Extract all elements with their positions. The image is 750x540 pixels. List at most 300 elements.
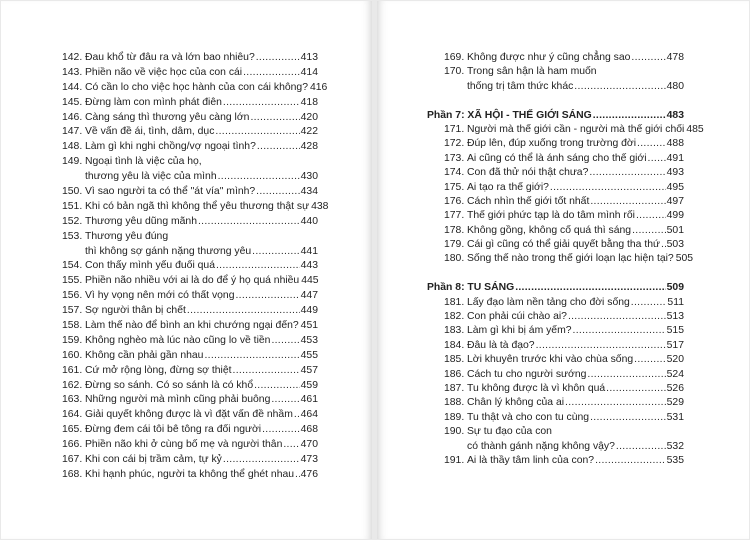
dot-leader bbox=[550, 182, 666, 193]
toc-entry bbox=[427, 182, 684, 196]
entry-number: 189. bbox=[444, 411, 465, 423]
toc-entry bbox=[427, 210, 684, 224]
entry-number: 188. bbox=[444, 397, 465, 409]
entry-title-continued: thì không sợ gánh nặng thương yêu bbox=[85, 245, 252, 257]
entry-title: Về vấn đề ái, tình, dâm, dục bbox=[85, 126, 215, 138]
toc-entry-line bbox=[62, 216, 318, 231]
toc-entry-line bbox=[62, 186, 318, 201]
toc-entry-line bbox=[444, 81, 684, 95]
entry-title: Ngoại tình là việc của họ, bbox=[85, 156, 202, 168]
dot-leader bbox=[589, 167, 665, 178]
entry-title: Đừng đem cái tôi bê tông ra đối người bbox=[85, 424, 262, 436]
dot-leader bbox=[631, 297, 667, 308]
toc-entry bbox=[62, 305, 318, 320]
part-page-number: 483 bbox=[666, 109, 684, 121]
entry-number: 167. bbox=[62, 454, 83, 466]
part-title: Phần 8: TU SÁNG bbox=[427, 282, 515, 294]
entry-number: 168. bbox=[62, 468, 83, 480]
entry-page-number: 524 bbox=[666, 368, 684, 380]
toc-entry bbox=[62, 260, 318, 275]
toc-entry bbox=[427, 66, 684, 95]
part-page-number: 509 bbox=[666, 282, 684, 294]
entry-number: 160. bbox=[62, 349, 83, 361]
entry-number: 146. bbox=[62, 111, 83, 123]
entry-title: Thế giới phức tạp là do tâm mình rối bbox=[467, 210, 635, 222]
entry-title: Làm gì khi bị ám yếm? bbox=[467, 325, 572, 337]
entry-page-number: 473 bbox=[300, 454, 318, 466]
entry-title: Càng sáng thì thương yêu càng lớn bbox=[85, 111, 250, 123]
toc-entry-line bbox=[62, 424, 318, 439]
entry-title: Lời khuyên trước khi vào chùa sống bbox=[467, 354, 634, 366]
entry-page-number: 422 bbox=[300, 126, 318, 138]
entry-page-number: 526 bbox=[666, 382, 684, 394]
toc-entry bbox=[427, 412, 684, 426]
toc-entry bbox=[62, 52, 318, 67]
toc-entry-line bbox=[444, 210, 684, 224]
entry-title: Con phải cúi chào ai? bbox=[467, 311, 567, 323]
entry-title: Đúp lên, đúp xuống trong trường đời bbox=[467, 138, 637, 150]
toc-entry-line bbox=[62, 231, 318, 246]
toc-entry bbox=[427, 369, 684, 383]
dot-leader bbox=[568, 311, 666, 322]
toc-entry-line bbox=[444, 412, 684, 426]
entry-number: 191. bbox=[444, 454, 465, 466]
toc-entry-line bbox=[444, 52, 684, 66]
entry-number: 161. bbox=[62, 364, 83, 376]
entry-number: 159. bbox=[62, 334, 83, 346]
toc-entry bbox=[427, 297, 684, 311]
dot-leader bbox=[632, 225, 666, 236]
entry-title: Thương yêu đúng bbox=[85, 230, 169, 242]
entry-number: 149. bbox=[62, 156, 83, 168]
entry-title: Cách tu cho người sướng bbox=[467, 368, 587, 380]
entry-number: 185. bbox=[444, 354, 465, 366]
toc-entry-line bbox=[444, 426, 684, 440]
entry-page-number: 505 bbox=[675, 253, 694, 265]
toc-entry bbox=[427, 239, 684, 253]
toc-entry bbox=[62, 290, 318, 305]
entry-title: Chân lý không của ai bbox=[467, 397, 565, 409]
dot-leader bbox=[216, 260, 300, 271]
dot-leader bbox=[256, 52, 300, 63]
entry-title: Tu không được là vì khôn quá bbox=[467, 382, 606, 394]
dot-leader bbox=[515, 282, 665, 293]
entry-number: 144. bbox=[62, 81, 83, 93]
toc-entry bbox=[62, 67, 318, 82]
dot-leader bbox=[252, 246, 299, 257]
entry-title: Khi có bản ngã thì không thể yêu thương thật sự bbox=[85, 200, 310, 212]
entry-title: Lấy đạo làm nền tảng cho đời sống bbox=[467, 296, 630, 308]
toc-entry bbox=[62, 231, 318, 261]
entry-page-number: 478 bbox=[666, 52, 684, 63]
toc-entry-line bbox=[62, 52, 318, 67]
dot-leader bbox=[634, 354, 666, 365]
toc-entry bbox=[62, 112, 318, 127]
toc-entry bbox=[62, 200, 329, 216]
entry-title-continued: thống trị tâm thức khác bbox=[467, 80, 574, 92]
entry-page-number: 532 bbox=[666, 440, 684, 452]
entry-number: 171. bbox=[444, 123, 465, 135]
entry-title: Đừng làm con mình phát điên bbox=[85, 96, 222, 108]
entry-title: Ai là thầy tâm linh của con? bbox=[467, 454, 595, 466]
entry-number: 169. bbox=[444, 52, 465, 63]
entry-page-number: 493 bbox=[666, 167, 684, 179]
dot-leader bbox=[636, 210, 666, 221]
toc-entry bbox=[62, 335, 318, 350]
toc-entry bbox=[62, 320, 318, 335]
dot-leader bbox=[661, 239, 666, 250]
dot-leader bbox=[218, 171, 300, 182]
toc-entry-line bbox=[444, 340, 684, 354]
toc-entry bbox=[62, 380, 318, 395]
toc-entry-line bbox=[62, 394, 318, 409]
toc-entry-line bbox=[444, 239, 684, 253]
toc-entry bbox=[62, 409, 318, 424]
entry-title: Vì sao người ta có thể "át vía" mình? bbox=[85, 186, 256, 198]
toc-entry bbox=[62, 424, 318, 439]
toc-entry-line bbox=[62, 305, 318, 320]
dot-leader bbox=[204, 350, 299, 361]
toc-entry-line bbox=[62, 141, 318, 156]
entry-page-number: 438 bbox=[311, 200, 329, 212]
dot-leader bbox=[595, 455, 666, 466]
toc-entry-line bbox=[62, 290, 318, 305]
toc-entry bbox=[62, 97, 318, 112]
entry-page-number: 511 bbox=[667, 296, 684, 308]
entry-page-number: 468 bbox=[300, 424, 318, 436]
entry-title: Sự tu đạo của con bbox=[467, 426, 552, 438]
toc-entry bbox=[427, 383, 684, 397]
toc-entry-line bbox=[62, 335, 318, 350]
toc-entry bbox=[427, 52, 684, 66]
entry-number: 142. bbox=[62, 52, 83, 63]
entry-number: 150. bbox=[62, 186, 83, 198]
entry-page-number: 470 bbox=[300, 439, 318, 451]
entry-title: Khi con cái bị trầm cảm, tự kỷ bbox=[85, 454, 222, 466]
entry-page-number: 495 bbox=[666, 181, 684, 193]
entry-number: 154. bbox=[62, 260, 83, 272]
toc-entry bbox=[427, 311, 684, 325]
entry-page-number: 488 bbox=[666, 138, 684, 150]
toc-entry bbox=[427, 138, 684, 152]
toc-list-left bbox=[62, 52, 329, 484]
entry-number: 162. bbox=[62, 379, 83, 391]
entry-number: 155. bbox=[62, 275, 83, 287]
dot-leader bbox=[616, 441, 666, 452]
toc-entry bbox=[62, 126, 318, 141]
dot-leader bbox=[271, 394, 299, 405]
entry-title: Ai cũng có thể là ánh sáng cho thế giới bbox=[467, 152, 647, 164]
entry-page-number: 453 bbox=[300, 334, 318, 346]
toc-entry-line bbox=[444, 369, 684, 383]
entry-number: 178. bbox=[444, 224, 465, 236]
entry-number: 143. bbox=[62, 66, 83, 78]
entry-page-number: 503 bbox=[666, 239, 684, 251]
entry-number: 153. bbox=[62, 230, 83, 242]
toc-entry bbox=[62, 469, 318, 484]
entry-page-number: 535 bbox=[666, 454, 684, 466]
entry-page-number: 428 bbox=[300, 141, 318, 153]
left-page bbox=[1, 1, 372, 539]
toc-entry-line bbox=[444, 167, 684, 181]
toc-entry-line bbox=[62, 67, 318, 82]
dot-leader bbox=[223, 97, 300, 108]
dot-leader bbox=[257, 141, 300, 152]
entry-title: Phiền não khi ở cùng bố mẹ và người thân bbox=[85, 439, 283, 451]
entry-title: Không cần phải gần nhau bbox=[85, 349, 204, 361]
entry-page-number: 497 bbox=[666, 195, 684, 207]
dot-leader bbox=[590, 196, 665, 207]
entry-number: 174. bbox=[444, 167, 465, 179]
dot-leader bbox=[187, 305, 300, 316]
entry-page-number: 459 bbox=[300, 379, 318, 391]
part-heading bbox=[427, 282, 684, 296]
entry-number: 172. bbox=[444, 138, 465, 150]
spacer bbox=[427, 95, 684, 109]
entry-page-number: 457 bbox=[300, 364, 318, 376]
entry-title-continued: thương yêu là việc của mình bbox=[85, 171, 217, 183]
dot-leader bbox=[574, 81, 665, 92]
entry-number: 180. bbox=[444, 253, 465, 265]
toc-entry bbox=[427, 340, 684, 354]
entry-number: 184. bbox=[444, 339, 465, 351]
entry-title: Giải quyết không được là vì đặt vấn đề nhầm bbox=[85, 409, 293, 421]
entry-page-number: 513 bbox=[666, 311, 684, 323]
entry-number: 157. bbox=[62, 305, 83, 317]
toc-entry-line bbox=[444, 441, 684, 455]
toc-entry bbox=[62, 439, 318, 454]
entry-number: 175. bbox=[444, 181, 465, 193]
toc-entry-line bbox=[444, 455, 684, 469]
entry-page-number: 455 bbox=[300, 349, 318, 361]
entry-page-number: 430 bbox=[300, 171, 318, 183]
entry-page-number: 529 bbox=[666, 397, 684, 409]
entry-number: 152. bbox=[62, 215, 83, 227]
entry-page-number: 476 bbox=[300, 468, 318, 480]
entry-number: 173. bbox=[444, 152, 465, 164]
toc-entry bbox=[62, 275, 318, 290]
toc-entry-line bbox=[62, 126, 318, 141]
toc-entry-line bbox=[62, 246, 318, 261]
part-heading bbox=[427, 110, 684, 124]
entry-title: Khi hạnh phúc, người ta không thể ghét nhau bbox=[85, 468, 295, 480]
entry-page-number: 451 bbox=[300, 320, 319, 332]
toc-entry-line bbox=[62, 469, 318, 484]
toc-entry bbox=[62, 186, 318, 201]
toc-entry bbox=[427, 123, 704, 138]
entry-title: Tu thật và cho con tu cùng bbox=[467, 411, 590, 423]
entry-page-number: 440 bbox=[300, 215, 318, 227]
entry-title: Vì hy vọng nên mới có thất vọng bbox=[85, 290, 235, 302]
entry-page-number: 461 bbox=[300, 394, 318, 406]
dot-leader bbox=[637, 138, 666, 149]
toc-entry-line bbox=[62, 156, 318, 171]
entry-title: Con đã thử nói thật chưa? bbox=[467, 167, 589, 179]
entry-title: Làm thế nào để bình an khi chướng ngại đến? bbox=[85, 320, 299, 332]
toc-entry-line bbox=[444, 182, 684, 196]
entry-number: 170. bbox=[444, 66, 465, 78]
entry-title: Người mà thế giới cần - người mà thế giới chối bbox=[467, 123, 685, 135]
entry-page-number: 443 bbox=[300, 260, 318, 272]
dot-leader bbox=[590, 412, 666, 423]
entry-number: 182. bbox=[444, 311, 465, 323]
entry-page-number: 520 bbox=[666, 354, 684, 366]
toc-entry bbox=[427, 253, 694, 267]
toc-entry-line bbox=[62, 81, 328, 97]
toc-entry-line bbox=[444, 123, 704, 138]
toc-entry-line bbox=[444, 383, 684, 397]
part-title: Phần 7: XÃ HỘI - THẾ GIỚI SÁNG bbox=[427, 109, 592, 121]
dot-leader bbox=[235, 290, 299, 301]
toc-entry-line bbox=[62, 380, 318, 395]
toc-list-right bbox=[427, 52, 704, 469]
toc-entry-line bbox=[62, 200, 329, 216]
entry-number: 165. bbox=[62, 424, 83, 436]
entry-title: Đừng so sánh. Có so sánh là có khổ bbox=[85, 379, 254, 391]
entry-number: 156. bbox=[62, 290, 83, 302]
entry-page-number: 449 bbox=[300, 305, 318, 317]
entry-title-continued: có thành gánh nặng không vậy? bbox=[467, 440, 615, 452]
toc-entry bbox=[427, 455, 684, 469]
toc-entry bbox=[62, 156, 318, 186]
entry-page-number: 447 bbox=[300, 290, 318, 302]
toc-entry-line bbox=[444, 311, 684, 325]
entry-title: Sợ người thân bị chết bbox=[85, 305, 186, 317]
toc-entry-line bbox=[444, 253, 694, 267]
entry-title: Sống thế nào trong thế giới loạn lạc hiện tại? bbox=[467, 253, 674, 265]
entry-title: Không nghèo mà lúc nào cũng lo về tiền bbox=[85, 334, 271, 346]
entry-title: Đau khổ từ đâu ra và lớn bao nhiêu? bbox=[85, 52, 255, 63]
toc-entry bbox=[427, 354, 684, 368]
dot-leader bbox=[215, 126, 299, 137]
toc-entry-line bbox=[62, 454, 318, 469]
dot-leader bbox=[233, 365, 300, 376]
entry-number: 187. bbox=[444, 382, 465, 394]
entry-number: 147. bbox=[62, 126, 83, 138]
dot-leader bbox=[573, 325, 666, 336]
entry-title: Cái gì cũng có thể giải quyết bằng tha thứ bbox=[467, 239, 660, 251]
toc-entry bbox=[62, 216, 318, 231]
entry-page-number: 413 bbox=[300, 52, 318, 63]
toc-entry-line bbox=[62, 97, 318, 112]
dot-leader bbox=[250, 112, 299, 123]
dot-leader bbox=[223, 454, 300, 465]
entry-page-number: 480 bbox=[666, 80, 684, 92]
dot-leader bbox=[593, 110, 666, 121]
toc-entry-line bbox=[444, 397, 684, 411]
toc-entry bbox=[427, 397, 684, 411]
entry-number: 177. bbox=[444, 210, 465, 222]
entry-title: Có cần lo cho việc học hành của con cái không? bbox=[85, 81, 308, 93]
dot-leader bbox=[294, 409, 300, 420]
toc-entry bbox=[427, 153, 684, 167]
entry-number: 158. bbox=[62, 320, 83, 332]
entry-title: Cứ mở rộng lòng, đừng sợ thiệt bbox=[85, 364, 232, 376]
toc-entry-line bbox=[444, 138, 684, 152]
dot-leader bbox=[262, 424, 300, 435]
toc-entry bbox=[62, 365, 318, 380]
entry-number: 164. bbox=[62, 409, 83, 421]
dot-leader bbox=[198, 216, 300, 227]
entry-number: 190. bbox=[444, 426, 465, 438]
entry-page-number: 517 bbox=[666, 339, 684, 351]
entry-number: 181. bbox=[444, 296, 465, 308]
dot-leader bbox=[565, 397, 666, 408]
entry-page-number: 491 bbox=[666, 152, 684, 164]
entry-page-number: 515 bbox=[666, 325, 684, 337]
toc-entry bbox=[62, 141, 318, 156]
entry-title: Ai tạo ra thế giới? bbox=[467, 181, 549, 193]
toc-entry-line bbox=[444, 153, 684, 167]
entry-title: Những người mà mình cũng phải buông bbox=[85, 394, 271, 406]
toc-entry bbox=[427, 196, 684, 210]
entry-number: 145. bbox=[62, 96, 83, 108]
entry-title: Phiền não nhiều với ai là do để ý họ quá nhiều bbox=[85, 275, 300, 287]
toc-entry-line bbox=[62, 365, 318, 380]
entry-number: 163. bbox=[62, 394, 83, 406]
entry-title: Cách nhìn thế giới tốt nhất bbox=[467, 195, 590, 207]
entry-title: Không gồng, không cố quá thì sáng bbox=[467, 224, 632, 236]
right-page bbox=[377, 1, 749, 539]
entry-page-number: 414 bbox=[300, 66, 318, 78]
toc-entry-line bbox=[444, 225, 684, 239]
toc-entry bbox=[62, 81, 328, 97]
toc-entry-line bbox=[62, 112, 318, 127]
dot-leader bbox=[283, 439, 299, 450]
entry-title: Đâu là tà đạo? bbox=[467, 339, 535, 351]
toc-entry bbox=[62, 394, 318, 409]
entry-page-number: 416 bbox=[309, 81, 328, 93]
dot-leader bbox=[648, 153, 666, 164]
dot-leader bbox=[587, 369, 665, 380]
entry-page-number: 499 bbox=[666, 210, 684, 222]
entry-page-number: 418 bbox=[300, 96, 318, 108]
toc-entry-line bbox=[444, 66, 684, 80]
toc-entry-line bbox=[62, 260, 318, 275]
dot-leader bbox=[243, 67, 300, 78]
entry-title: Làm gì khi nghi chồng/vợ ngoại tình? bbox=[85, 141, 256, 153]
toc-entry bbox=[62, 350, 318, 365]
entry-title: Thương yêu dũng mãnh bbox=[85, 215, 197, 227]
dot-leader bbox=[606, 383, 666, 394]
entry-number: 183. bbox=[444, 325, 465, 337]
toc-entry bbox=[427, 167, 684, 181]
toc-entry bbox=[427, 325, 684, 339]
entry-page-number: 464 bbox=[300, 409, 318, 421]
entry-number: 179. bbox=[444, 239, 465, 251]
dot-leader bbox=[256, 186, 299, 197]
dot-leader bbox=[631, 52, 665, 63]
toc-entry bbox=[427, 426, 684, 455]
dot-leader bbox=[271, 335, 299, 346]
entry-page-number: 434 bbox=[300, 186, 318, 198]
toc-entry-line bbox=[62, 350, 318, 365]
entry-page-number: 501 bbox=[666, 224, 684, 236]
entry-page-number: 485 bbox=[686, 123, 704, 135]
entry-title: Không được như ý cũng chẳng sao bbox=[467, 52, 631, 63]
toc-entry-line bbox=[444, 325, 684, 339]
toc-entry-line bbox=[62, 171, 318, 186]
entry-number: 176. bbox=[444, 195, 465, 207]
spacer bbox=[427, 268, 684, 282]
toc-entry-line bbox=[444, 297, 684, 311]
entry-title: Phiền não về việc học của con cái bbox=[85, 66, 243, 78]
entry-number: 151. bbox=[62, 200, 83, 212]
entry-title: Con thấy mình yếu đuối quá bbox=[85, 260, 215, 272]
entry-page-number: 441 bbox=[300, 245, 318, 257]
entry-page-number: 445 bbox=[301, 275, 319, 287]
toc-entry bbox=[62, 454, 318, 469]
